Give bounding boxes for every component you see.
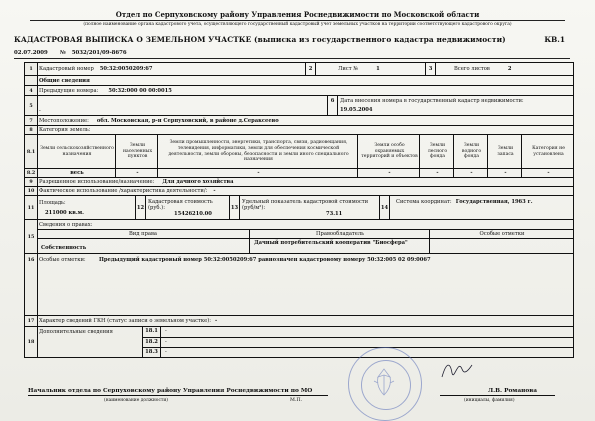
category-value: - bbox=[157, 169, 357, 177]
row-number: 14 bbox=[379, 196, 389, 219]
field-label: Удельный показатель кадастровой стоимости (руб/м²): bbox=[242, 198, 369, 211]
additional-subnumbers bbox=[142, 327, 160, 357]
field-value: - bbox=[39, 108, 41, 114]
field-value: 19.05.2004 bbox=[340, 107, 373, 113]
row-number: 8 bbox=[25, 126, 38, 134]
row-rights bbox=[25, 220, 573, 254]
row-number: 8.2 bbox=[25, 169, 38, 177]
cadastral-cost bbox=[145, 196, 229, 219]
column-header: Особые отметки bbox=[429, 230, 574, 239]
row-permitted-use bbox=[25, 178, 573, 187]
official-seal-stamp bbox=[348, 347, 422, 421]
form-code: КВ.1 bbox=[544, 35, 565, 44]
category-value: - bbox=[419, 169, 453, 177]
row-number: 18.3 bbox=[145, 349, 158, 355]
field-value: - bbox=[214, 318, 218, 324]
row-number: 2 bbox=[305, 63, 315, 75]
cadastral-table bbox=[24, 62, 574, 358]
right-holder: Дачный потребительский кооператив "Биосфера" bbox=[249, 239, 425, 253]
field-label: Всего листов bbox=[454, 66, 490, 72]
category-value: - bbox=[357, 169, 419, 177]
additional-value: - bbox=[161, 338, 573, 349]
column-header: Вид права bbox=[129, 231, 157, 237]
category-value: - bbox=[521, 169, 573, 177]
row-number: 13 bbox=[229, 196, 239, 219]
row-number: 18 bbox=[25, 327, 38, 357]
organization-note: (полное наименование органа кадастрового учета, осуществляющего государственный кадастровый учет земельных участков на территории соответствующего кадастрового округа) bbox=[83, 22, 512, 27]
field-label: Сведения о правах: bbox=[39, 221, 93, 228]
field-value: - bbox=[213, 188, 216, 194]
row-number: 6 bbox=[327, 96, 337, 115]
number-sign: № bbox=[60, 50, 66, 56]
category-header: Земли сельскохозяйственного назначения bbox=[40, 145, 114, 157]
entry-date bbox=[337, 96, 573, 115]
coordinate-system bbox=[389, 196, 573, 219]
issuing-organization: Отдел по Серпуховскому району Управления Роснедвижимости по Московской области bbox=[115, 10, 480, 19]
category-header: Земли водного фонда bbox=[453, 135, 487, 168]
field-label: Кадастровый номер bbox=[39, 66, 94, 72]
row-number: 17 bbox=[25, 316, 38, 326]
field-label: Система координат: bbox=[396, 199, 452, 205]
field-value: 1 bbox=[376, 66, 380, 72]
field-label: Особые отметки: bbox=[39, 257, 86, 263]
right-type: Собственность bbox=[41, 245, 87, 251]
row-additional-info bbox=[25, 327, 573, 357]
signatory-name: Л.В. Романова bbox=[488, 388, 537, 394]
row-number: 7 bbox=[25, 116, 38, 125]
row-previous-numbers bbox=[25, 86, 573, 96]
field-value: Предыдущий кадастровый номер 50:32:0050209:67 равнозначен кадастровому номеру 50:32:005 02 09:0067 bbox=[99, 257, 431, 263]
category-value: - bbox=[115, 169, 157, 177]
divider bbox=[440, 395, 555, 396]
row-number: 10 bbox=[25, 187, 38, 195]
row-number: 12 bbox=[135, 196, 145, 219]
field-value: 73.11 bbox=[326, 210, 343, 217]
category-header: Категория не установлена bbox=[521, 135, 573, 168]
field-value: Для дачного хозяйства bbox=[162, 179, 234, 185]
field-label: Разрешенное использование/назначение: bbox=[39, 179, 155, 185]
field-label: Дополнительные сведения bbox=[39, 329, 113, 335]
row-number: 1 bbox=[25, 63, 38, 75]
additional-value: - bbox=[161, 327, 573, 338]
field-value: Государственная, 1963 г. bbox=[455, 199, 533, 205]
signature-icon bbox=[440, 355, 474, 385]
divider bbox=[28, 395, 328, 396]
row-number: 15 bbox=[25, 220, 38, 253]
rights-table-row bbox=[37, 238, 573, 253]
row-number: 5 bbox=[25, 96, 38, 115]
total-sheets bbox=[435, 63, 573, 75]
document-date: 02.07.2009 bbox=[14, 50, 48, 56]
category-header: Земли промышленности, энергетики, транспорта, связи, радиовещания, телевидения, информатики, земли для обеспечения космической деятельности, земли обороны, безопасности и земли иного специального назначения bbox=[157, 135, 357, 168]
seal-place-label: М.П. bbox=[290, 398, 303, 403]
row-land-category bbox=[25, 126, 573, 135]
row-entry-date bbox=[25, 96, 573, 116]
row-cadastral-number bbox=[25, 63, 573, 76]
row-number: 9 bbox=[25, 178, 38, 186]
field-label: Дата внесения номера в государственный кадастр недвижимости: bbox=[340, 98, 524, 104]
document-number bbox=[60, 50, 127, 56]
right-note bbox=[429, 239, 574, 253]
category-value: - bbox=[453, 169, 487, 177]
number-value: 5032/201/09-8676 bbox=[71, 50, 127, 56]
row-category-headers bbox=[25, 135, 573, 169]
row-number: 11 bbox=[25, 196, 38, 219]
field-label: Предыдущие номера: bbox=[39, 87, 99, 94]
field-value: 15426210.00 bbox=[174, 210, 212, 217]
section-heading: Общие сведения bbox=[39, 77, 90, 84]
rights-table-header bbox=[37, 229, 573, 238]
seal-emblem-icon bbox=[348, 347, 420, 419]
name-note: (инициалы, фамилия) bbox=[464, 398, 515, 403]
field-label: Фактическое использование /характеристика деятельности/: bbox=[39, 188, 208, 194]
category-header: Земли запаса bbox=[487, 135, 521, 168]
row-number: 4 bbox=[25, 86, 38, 95]
row-record-status bbox=[25, 316, 573, 327]
field-value: 50:32:000 00 00:0015 bbox=[108, 87, 172, 94]
category-header: Земли населенных пунктов bbox=[115, 135, 157, 168]
divider bbox=[14, 58, 570, 59]
row-number: 8.1 bbox=[25, 135, 38, 168]
row-location bbox=[25, 116, 573, 126]
additional-value: - bbox=[165, 349, 167, 355]
position-note: (наименование должности) bbox=[104, 398, 168, 403]
field-label: Кадастровая стоимость (руб.): bbox=[148, 198, 213, 211]
category-value: - bbox=[487, 169, 521, 177]
row-general bbox=[25, 76, 573, 86]
row-number: 3 bbox=[425, 63, 435, 75]
cadastral-number bbox=[37, 63, 305, 75]
category-header: Земли лесного фонда bbox=[419, 135, 453, 168]
category-header: Земли особо охраняемых территорий и объектов bbox=[357, 135, 419, 168]
row-special-notes bbox=[25, 254, 573, 316]
column-header: Правообладатель bbox=[249, 230, 430, 239]
field-label: Категория земель: bbox=[39, 127, 91, 133]
row-number: 16 bbox=[25, 254, 38, 315]
signatory-position: Начальник отдела по Серпуховскому району Управления Роснедвижимости по МО bbox=[28, 388, 313, 394]
row-area-cost bbox=[25, 196, 573, 220]
field-value: 211000 кв.м. bbox=[45, 209, 84, 216]
row-number: 18.1 bbox=[143, 327, 160, 338]
divider bbox=[30, 20, 565, 21]
row-category-values bbox=[25, 169, 573, 178]
field-value: 50:32:0050209:67 bbox=[99, 66, 153, 72]
field-value: обл. Московская, р-н Серпуховский, в районе д.Сераксеево bbox=[96, 117, 279, 124]
area bbox=[37, 196, 135, 219]
field-label: Площадь: bbox=[39, 199, 66, 206]
field-label: Местоположение: bbox=[39, 117, 89, 124]
specific-cost bbox=[239, 196, 379, 219]
document-title: КАДАСТРОВАЯ ВЫПИСКА О ЗЕМЕЛЬНОМ УЧАСТКЕ (выписка из государственного кадастра недвижимости) bbox=[14, 35, 506, 44]
field-value: 2 bbox=[507, 66, 512, 72]
field-label: Характер сведений ГКН (статус записи о земельном участке): bbox=[39, 318, 211, 324]
field-label: Лист № bbox=[338, 66, 359, 72]
sheet-number bbox=[315, 63, 425, 75]
row-number: 18.2 bbox=[143, 338, 160, 349]
category-value: весь bbox=[70, 170, 84, 176]
row-actual-use bbox=[25, 187, 573, 196]
